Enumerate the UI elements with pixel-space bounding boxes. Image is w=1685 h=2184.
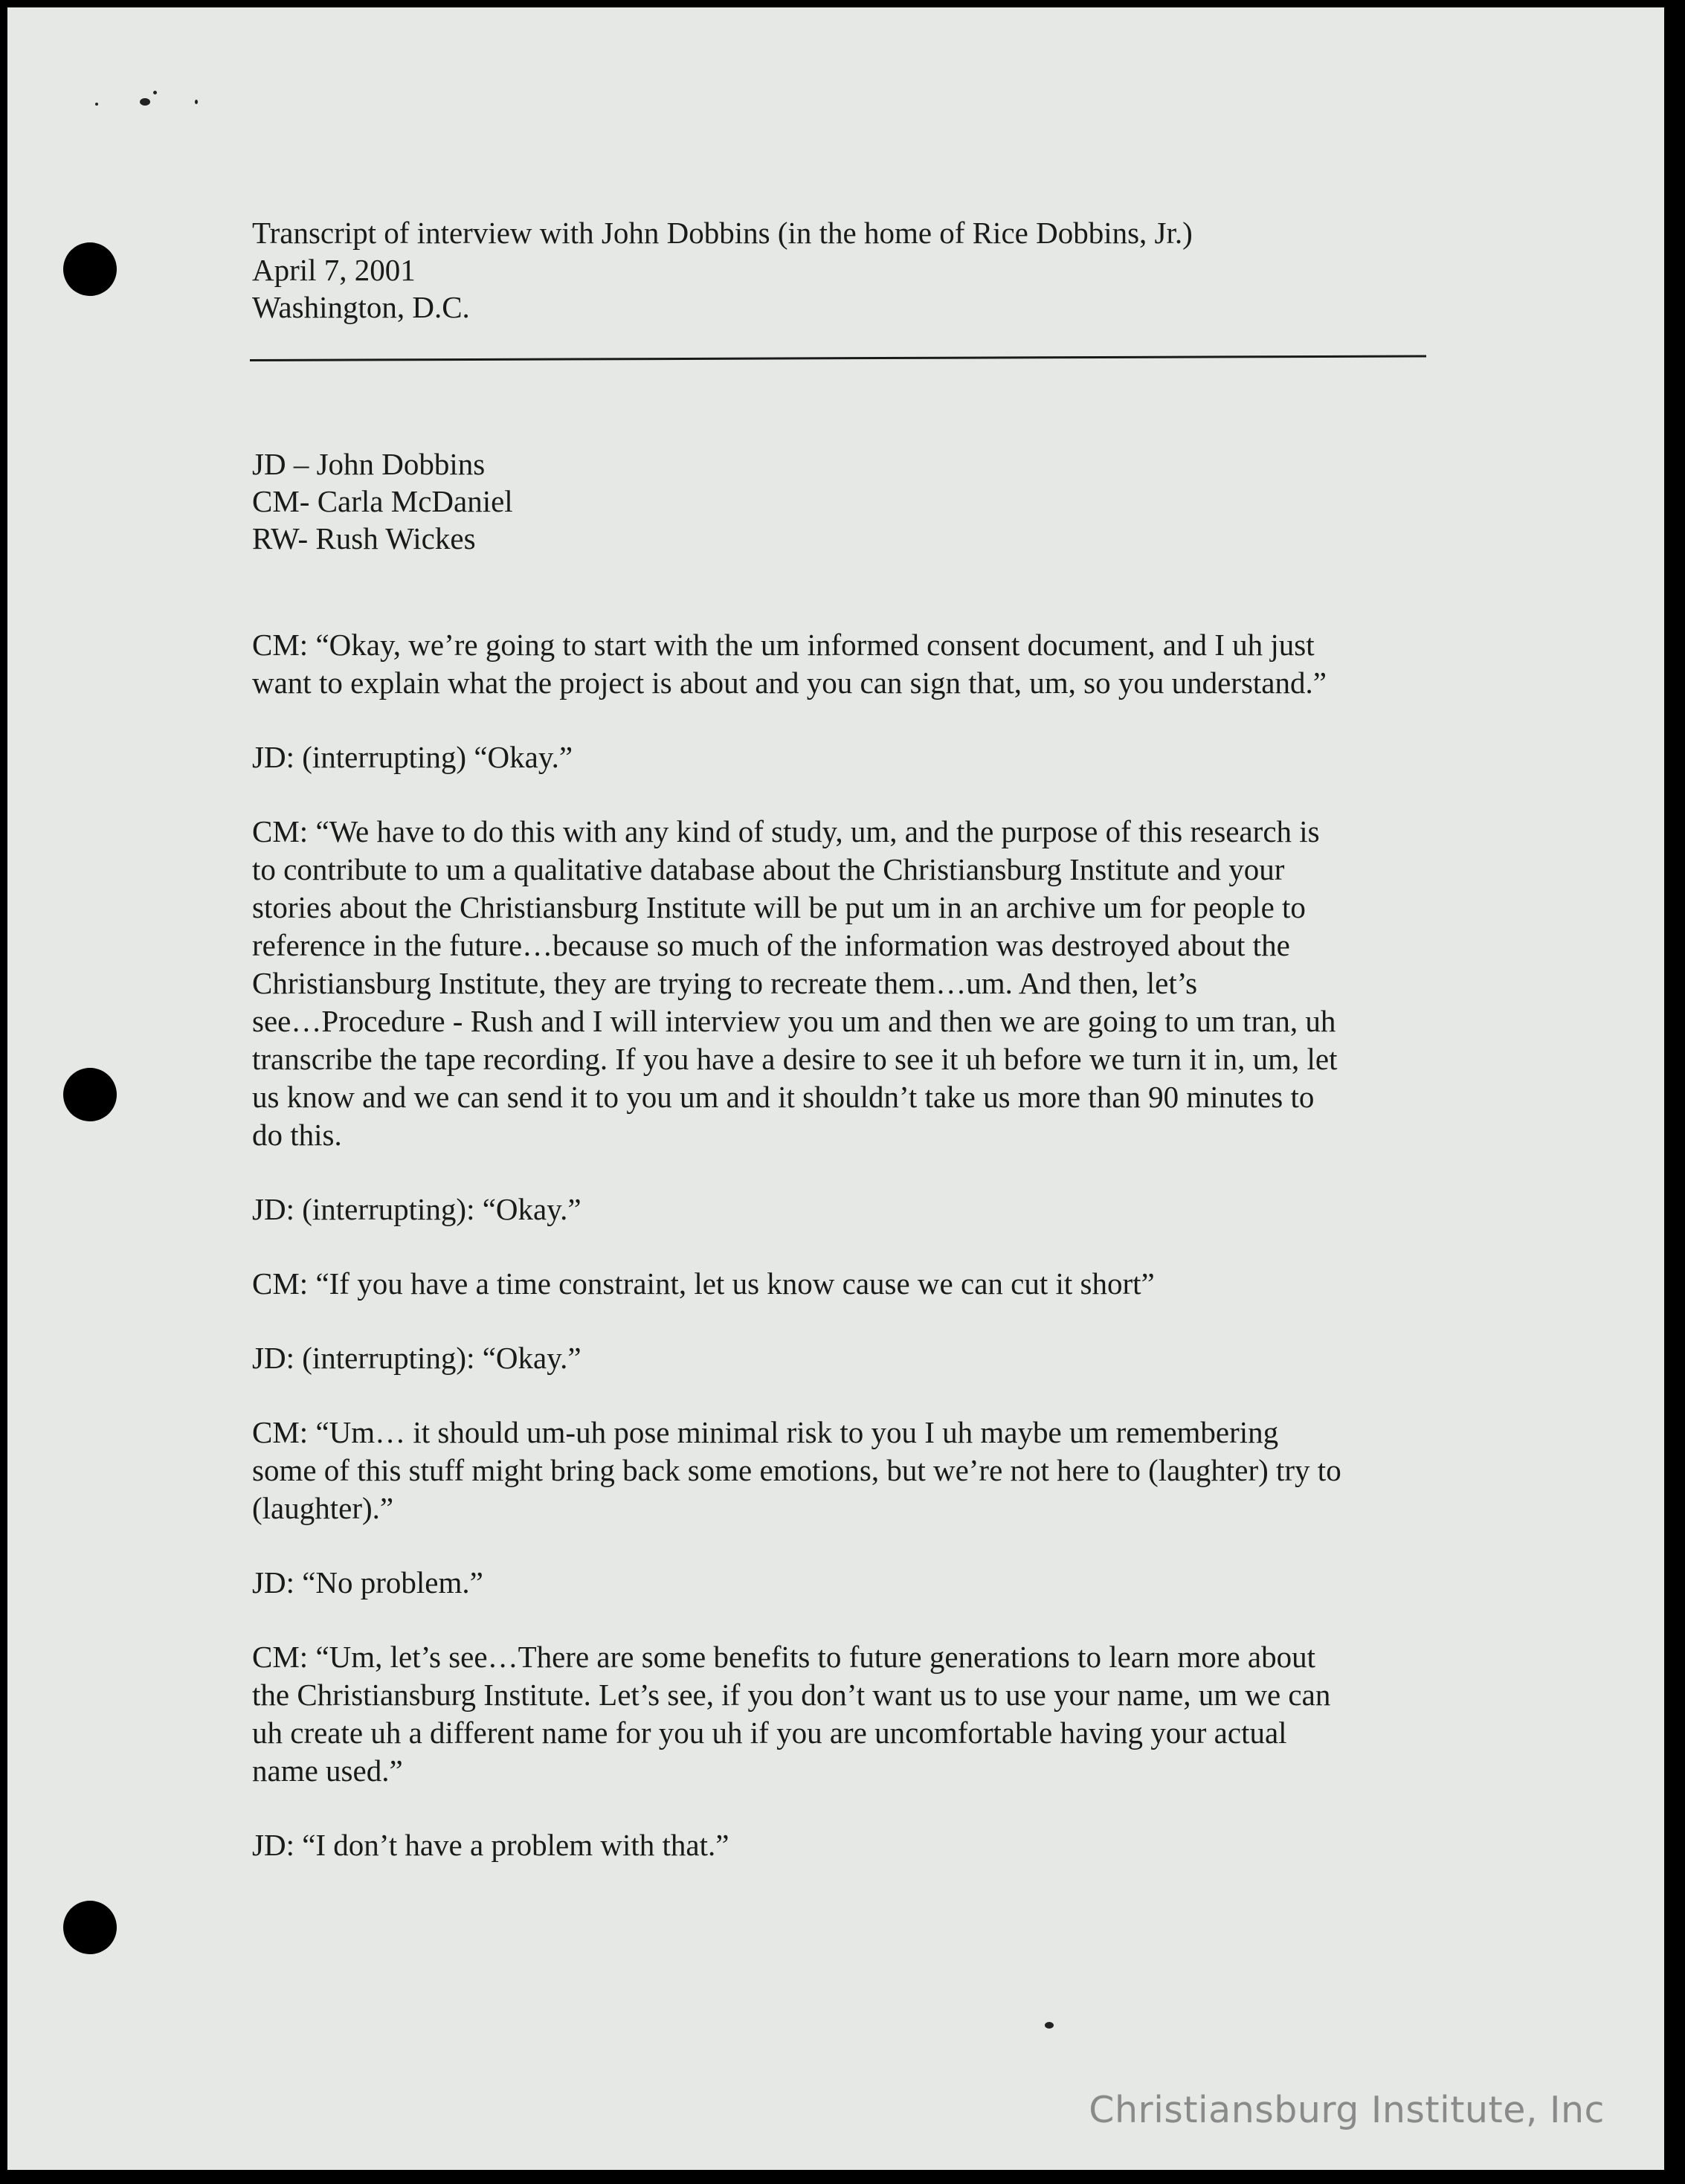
participant-item: JD – John Dobbins [252, 447, 486, 481]
paper-speck [1045, 2022, 1054, 2029]
transcript-line: reference in the future…because so much of the information was destroyed about the [252, 928, 1290, 962]
document-page [7, 7, 1664, 2170]
transcript-entry [252, 1191, 1442, 1228]
transcript-line: some of this stuff might bring back some emotions, but we’re not here to (laughter) try to [252, 1453, 1341, 1487]
transcript-entry [252, 813, 1442, 1154]
binder-hole-bottom [63, 1901, 117, 1954]
transcript-line: CM: “Um, let’s see…There are some benefits to future generations to learn more about [252, 1640, 1315, 1674]
transcript-line: see…Procedure - Rush and I will interview you um and then we are going to um tran, uh [252, 1004, 1336, 1038]
paper-speck [140, 98, 150, 106]
participant-legend [252, 445, 513, 557]
transcript-line: JD: “I don’t have a problem with that.” [252, 1828, 729, 1862]
binder-hole-middle [63, 1068, 117, 1121]
transcript-entry [252, 1414, 1442, 1527]
transcript-line: the Christiansburg Institute. Let’s see, if you don’t want us to use your name, um we can [252, 1678, 1331, 1712]
transcript-entry [252, 1638, 1442, 1790]
participant-item: RW- Rush Wickes [252, 521, 476, 555]
transcript-line: CM: “We have to do this with any kind of study, um, and the purpose of this research is [252, 814, 1320, 848]
document-location: Washington, D.C. [252, 290, 470, 324]
transcript-line: stories about the Christiansburg Institute will be put um in an archive um for people to [252, 890, 1306, 924]
transcript-line: CM: “If you have a time constraint, let us know cause we can cut it short” [252, 1266, 1155, 1301]
binder-hole-top [63, 242, 117, 296]
transcript-line: want to explain what the project is about and you can sign that, um, so you understand.” [252, 666, 1327, 700]
transcript-line: (laughter).” [252, 1491, 394, 1525]
transcript-line: us know and we can send it to you um and it shouldn’t take us more than 90 minutes to [252, 1080, 1315, 1114]
transcript-line: name used.” [252, 1753, 403, 1788]
transcript-entry [252, 1339, 1442, 1377]
document-title: Transcript of interview with John Dobbins (in the home of Rice Dobbins, Jr.) [252, 216, 1193, 250]
watermark: Christiansburg Institute, Inc [1089, 2089, 1605, 2131]
transcript-body [252, 626, 1442, 1901]
transcript-line: JD: (interrupting): “Okay.” [252, 1341, 581, 1375]
transcript-entry [252, 738, 1442, 776]
document-date: April 7, 2001 [252, 253, 416, 287]
transcript-line: JD: “No problem.” [252, 1565, 483, 1600]
header-divider [250, 355, 1426, 361]
paper-speck [195, 100, 198, 104]
transcript-line: JD: (interrupting): “Okay.” [252, 1192, 581, 1226]
paper-speck [153, 91, 157, 94]
paper-speck [95, 103, 98, 106]
transcript-line: CM: “Okay, we’re going to start with the um informed consent document, and I uh just [252, 628, 1315, 662]
transcript-line: JD: (interrupting) “Okay.” [252, 740, 573, 774]
transcript-line: transcribe the tape recording. If you have a desire to see it uh before we turn it in, um, let [252, 1042, 1338, 1076]
transcript-entry [252, 1564, 1442, 1602]
transcript-line: Christiansburg Institute, they are trying to recreate them…um. And then, let’s [252, 966, 1198, 1000]
document-header [252, 214, 1193, 326]
transcript-line: uh create uh a different name for you uh if you are uncomfortable having your actual [252, 1716, 1287, 1750]
transcript-line: to contribute to um a qualitative database about the Christiansburg Institute and your [252, 852, 1285, 886]
transcript-entry [252, 1826, 1442, 1864]
participant-item: CM- Carla McDaniel [252, 484, 513, 518]
transcript-line: CM: “Um… it should um-uh pose minimal risk to you I uh maybe um remembering [252, 1415, 1279, 1449]
transcript-entry [252, 1265, 1442, 1303]
transcript-entry [252, 626, 1442, 702]
transcript-line: do this. [252, 1118, 342, 1152]
